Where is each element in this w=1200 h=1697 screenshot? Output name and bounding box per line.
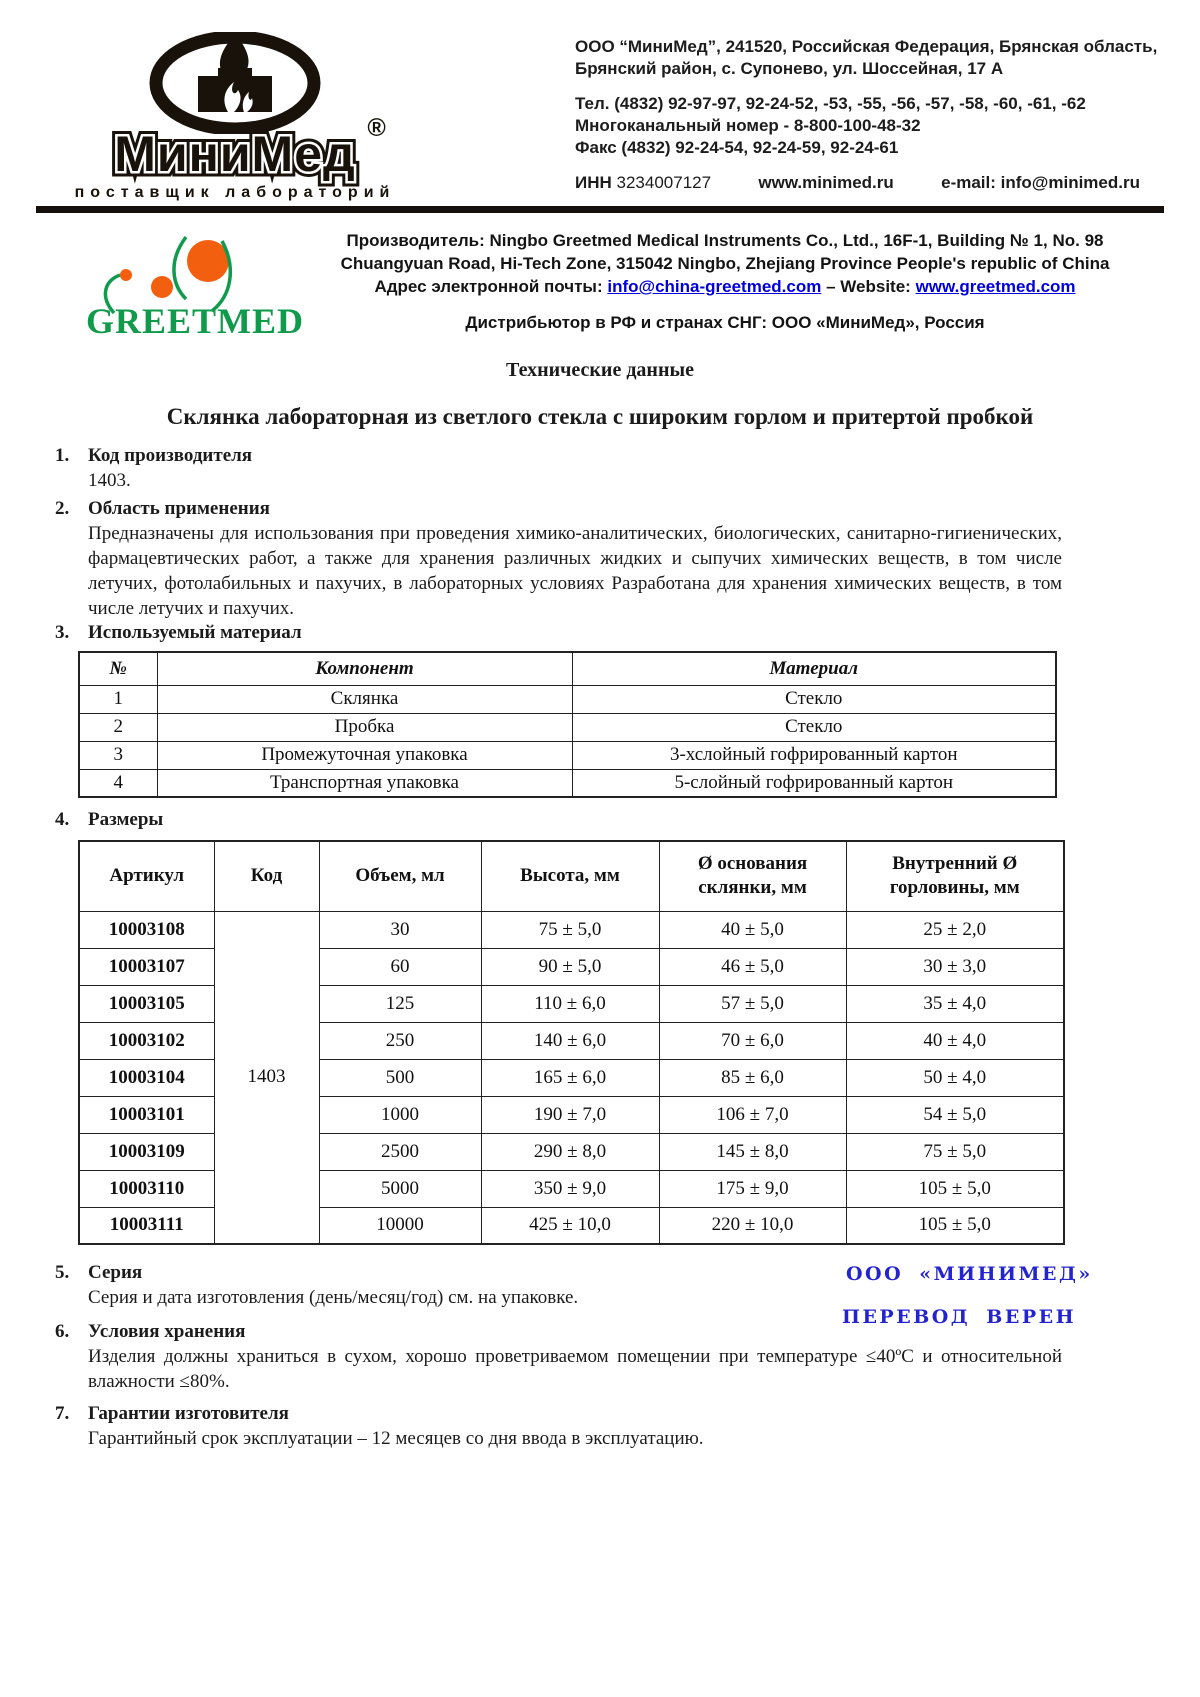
- section-heading-text: Область применения: [88, 498, 270, 519]
- article-cell: 10003105: [79, 985, 214, 1022]
- separator: –: [826, 277, 836, 296]
- section-body: Серия и дата изготовления (день/месяц/год) см. на упаковке.: [88, 1287, 579, 1308]
- article-cell: 10003110: [79, 1170, 214, 1207]
- height-cell: 425 ± 10,0: [481, 1207, 659, 1244]
- height-cell: 90 ± 5,0: [481, 948, 659, 985]
- phone-line: Тел. (4832) 92-97-97, 92-24-52, -53, -55, -56, -57, -58, -60, -61, -62: [575, 94, 1086, 113]
- base-diameter-cell: 57 ± 5,0: [659, 985, 846, 1022]
- table-row: [79, 769, 1056, 797]
- neck-diameter-cell: 25 ± 2,0: [846, 911, 1064, 948]
- height-cell: 110 ± 6,0: [481, 985, 659, 1022]
- inn-value: 3234007127: [616, 173, 712, 192]
- section-heading-text: Условия хранения: [88, 1321, 246, 1342]
- article-cell: 10003108: [79, 911, 214, 948]
- article-cell: 10003102: [79, 1022, 214, 1059]
- manufacturer-block: [0, 213, 1200, 339]
- manufacturer-text: [310, 223, 1140, 339]
- brand-tagline: поставщик лабораторий: [74, 184, 396, 201]
- height-cell: 290 ± 8,0: [481, 1133, 659, 1170]
- article-cell: 10003111: [79, 1207, 214, 1244]
- table-header-row: [79, 652, 1056, 685]
- base-diameter-cell: 85 ± 6,0: [659, 1059, 846, 1096]
- table-cell: 2: [79, 713, 157, 741]
- table-cell: 3-хслойный гофрированный картон: [572, 741, 1056, 769]
- code-cell: 1403: [214, 911, 319, 1244]
- table-header-cell: Объем, мл: [319, 841, 481, 911]
- material-table-head: [79, 652, 1056, 685]
- section-warranty: [0, 1402, 1200, 1451]
- base-diameter-cell: 46 ± 5,0: [659, 948, 846, 985]
- neck-diameter-cell: 75 ± 5,0: [846, 1133, 1064, 1170]
- section-number: 7.: [55, 1403, 70, 1424]
- manufacturer-line: Chuangyuan Road, Hi-Tech Zone, 315042 Ningbo, Zhejiang Province People's republic of China: [340, 254, 1110, 273]
- height-cell: 350 ± 9,0: [481, 1170, 659, 1207]
- section-heading-text: Используемый материал: [88, 622, 302, 643]
- base-diameter-cell: 145 ± 8,0: [659, 1133, 846, 1170]
- svg-text:GREETMED: GREETMED: [86, 301, 305, 339]
- section-manufacturer-code: [0, 444, 1200, 493]
- website-label: Website:: [840, 277, 911, 296]
- section-heading: [0, 497, 1200, 521]
- manufacturer-website-link[interactable]: www.greetmed.com: [915, 277, 1076, 296]
- inn: [575, 172, 711, 194]
- brand-wordmark: МиниМед МиниМед МиниМед: [114, 128, 356, 180]
- table-header-cell: Высота, мм: [481, 841, 659, 911]
- manufacturer-links-line: [310, 275, 1140, 298]
- document-title: Технические данные: [506, 359, 694, 381]
- volume-cell: 500: [319, 1059, 481, 1096]
- company-stamp: ООО «МИНИМЕД»: [846, 1263, 1093, 1285]
- multichannel-line: Многоканальный номер - 8-800-100-48-32: [575, 116, 921, 135]
- section-heading-text: Размеры: [88, 809, 164, 830]
- table-cell: Транспортная упаковка: [157, 769, 572, 797]
- neck-diameter-cell: 40 ± 4,0: [846, 1022, 1064, 1059]
- table-cell: 1: [79, 685, 157, 713]
- neck-diameter-cell: 35 ± 4,0: [846, 985, 1064, 1022]
- table-row: [79, 685, 1056, 713]
- base-diameter-cell: 106 ± 7,0: [659, 1096, 846, 1133]
- product-title: Склянка лабораторная из светлого стекла с широким горлом и притертой пробкой: [166, 404, 1034, 429]
- section-number: 2.: [55, 498, 70, 519]
- section-material: [0, 621, 1200, 798]
- material-table: [78, 651, 1057, 798]
- base-diameter-cell: 40 ± 5,0: [659, 911, 846, 948]
- article-cell: 10003109: [79, 1133, 214, 1170]
- table-cell: 4: [79, 769, 157, 797]
- table-cell: 5-слойный гофрированный картон: [572, 769, 1056, 797]
- height-cell: 75 ± 5,0: [481, 911, 659, 948]
- table-cell: Склянка: [157, 685, 572, 713]
- height-cell: 190 ± 7,0: [481, 1096, 659, 1133]
- volume-cell: 125: [319, 985, 481, 1022]
- article-cell: 10003104: [79, 1059, 214, 1096]
- volume-cell: 2500: [319, 1133, 481, 1170]
- volume-cell: 5000: [319, 1170, 481, 1207]
- section-storage: [0, 1320, 1200, 1394]
- dimensions-table-head: [79, 841, 1064, 911]
- article-cell: 10003107: [79, 948, 214, 985]
- table-header-row: [79, 841, 1064, 911]
- neck-diameter-cell: 30 ± 3,0: [846, 948, 1064, 985]
- minimed-logo: [40, 26, 430, 206]
- candle-flame-icon: [148, 32, 323, 134]
- header-divider-bar: [36, 206, 1164, 213]
- section-heading-text: Гарантии изготовителя: [88, 1403, 289, 1424]
- table-header-cell: Код: [214, 841, 319, 911]
- table-header-cell: Внутренний Ø горловины, мм: [846, 841, 1064, 911]
- section-number: 6.: [55, 1321, 70, 1342]
- volume-cell: 60: [319, 948, 481, 985]
- section-heading: [0, 444, 1200, 468]
- manufacturer-email-link[interactable]: info@china-greetmed.com: [607, 277, 822, 296]
- article-cell: 10003101: [79, 1096, 214, 1133]
- volume-cell: 1000: [319, 1096, 481, 1133]
- table-row: [79, 911, 1064, 948]
- translation-verified-stamp: ПЕРЕВОД ВЕРЕН: [842, 1306, 1077, 1328]
- volume-cell: 10000: [319, 1207, 481, 1244]
- material-table-body: [79, 685, 1056, 797]
- section-number: 1.: [55, 445, 70, 466]
- dimensions-table-body: [79, 911, 1064, 1244]
- section-number: 5.: [55, 1262, 70, 1283]
- address-line: Брянский район, с. Супонево, ул. Шоссейная, 17 А: [575, 59, 1004, 78]
- section-heading: [0, 1402, 1200, 1426]
- section-application-area: [0, 497, 1200, 621]
- section-number: 4.: [55, 809, 70, 830]
- table-row: [79, 713, 1056, 741]
- registered-trademark-icon: ®: [367, 114, 386, 142]
- section-body: Гарантийный срок эксплуатации – 12 месяцев со дня ввода в эксплуатацию.: [88, 1428, 704, 1449]
- table-cell: 3: [79, 741, 157, 769]
- table-header-cell: Артикул: [79, 841, 214, 911]
- base-diameter-cell: 175 ± 9,0: [659, 1170, 846, 1207]
- section-heading: [0, 621, 1200, 645]
- section-body: Предназначены для использования при проведения химико-аналитических, биологических, санитарно-гигиенических, фармацевтических работ, а также для хранения различных жидких и сыпучих химических веществ, в том числе летучих, фотолабильных и пахучих, в лабораторных условиях Разработана для хранения химических веществ, в том числе летучих и пахучих.: [88, 523, 1062, 619]
- base-diameter-cell: 70 ± 6,0: [659, 1022, 846, 1059]
- distributor-line: Дистрибьютор в РФ и странах СНГ: ООО «МиниМед», Россия: [465, 313, 985, 332]
- greetmed-logo-icon: [70, 223, 305, 339]
- section-body: Изделия должны храниться в сухом, хорошо проветриваемом помещении при температуре ≤40ºС и относительной влажности ≤80%.: [88, 1346, 1062, 1392]
- neck-diameter-cell: 50 ± 4,0: [846, 1059, 1064, 1096]
- inn-row: [575, 172, 1140, 194]
- section-heading: [0, 808, 1200, 832]
- volume-cell: 250: [319, 1022, 481, 1059]
- height-cell: 165 ± 6,0: [481, 1059, 659, 1096]
- table-cell: Промежуточная упаковка: [157, 741, 572, 769]
- dimensions-table: [78, 840, 1065, 1245]
- table-cell: Пробка: [157, 713, 572, 741]
- email-label: Адрес электронной почты:: [374, 277, 603, 296]
- height-cell: 140 ± 6,0: [481, 1022, 659, 1059]
- neck-diameter-cell: 105 ± 5,0: [846, 1170, 1064, 1207]
- table-header-cell: Ø основания склянки, мм: [659, 841, 846, 911]
- section-number: 3.: [55, 622, 70, 643]
- table-row: [79, 741, 1056, 769]
- base-diameter-cell: 220 ± 10,0: [659, 1207, 846, 1244]
- volume-cell: 30: [319, 911, 481, 948]
- table-header-cell: №: [79, 652, 157, 685]
- website-text: www.minimed.ru: [758, 173, 894, 192]
- section-heading-text: Серия: [88, 1262, 143, 1283]
- greetmed-logo: [60, 223, 310, 339]
- section-dimensions: [0, 808, 1200, 1245]
- inn-label: ИНН: [575, 173, 612, 192]
- neck-diameter-cell: 54 ± 5,0: [846, 1096, 1064, 1133]
- letterhead: [0, 0, 1200, 206]
- table-cell: Стекло: [572, 685, 1056, 713]
- manufacturer-line: Производитель: Ningbo Greetmed Medical Instruments Co., Ltd., 16F-1, Building № 1, No. 98: [346, 231, 1104, 250]
- table-header-cell: Материал: [572, 652, 1056, 685]
- neck-diameter-cell: 105 ± 5,0: [846, 1207, 1064, 1244]
- table-cell: Стекло: [572, 713, 1056, 741]
- section-heading-text: Код производителя: [88, 445, 253, 466]
- email-text: e-mail: info@minimed.ru: [941, 173, 1140, 192]
- table-header-cell: Компонент: [157, 652, 572, 685]
- fax-line: Факс (4832) 92-24-54, 92-24-59, 92-24-61: [575, 138, 899, 157]
- section-body: 1403.: [88, 470, 131, 491]
- company-contact-block: [575, 26, 1158, 206]
- address-line: ООО “МиниМед”, 241520, Российская Федерация, Брянская область,: [575, 37, 1158, 56]
